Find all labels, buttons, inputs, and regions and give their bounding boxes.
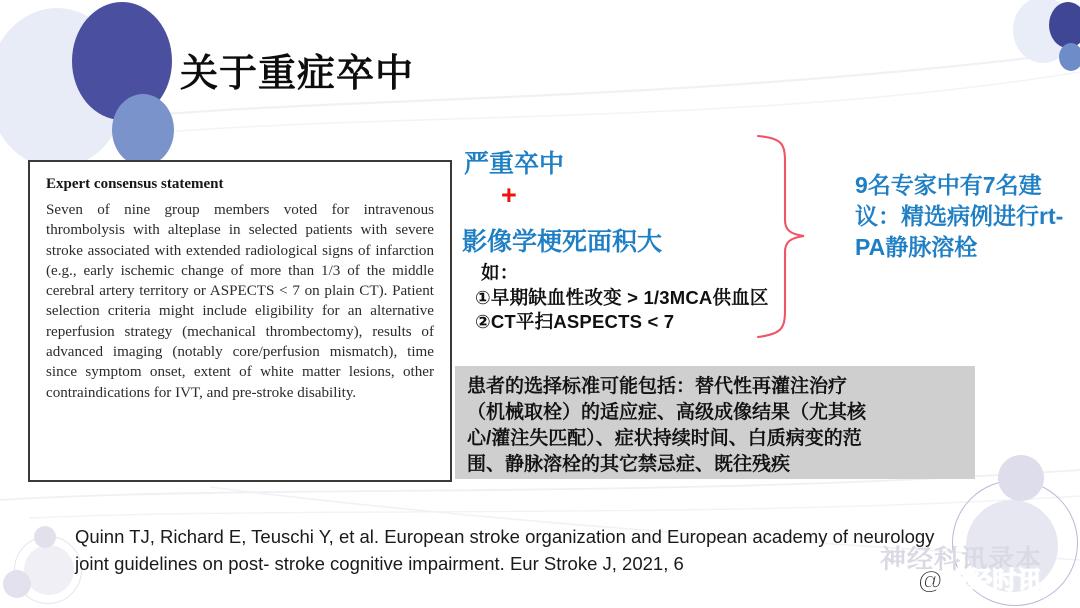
red-curly-brace [752,132,812,342]
watermark-background-text: 神经科讯录本 [880,544,1043,574]
criteria-example-label: 如： [481,262,519,283]
criteria-item-2: ②CT平扫ASPECTS < 7 [475,311,675,332]
journal-excerpt-box [28,160,452,482]
plus-symbol: + [501,180,517,210]
decorative-circle-top-left-mid [112,94,174,166]
excerpt-body: Seven of nine group members voted for intravenous thrombolysis with alteplase in selected patients with severe stroke associated with extended radiological signs of infarction (e.g., early ischemic change of more than 1/3 of the middle cerebral artery territory or ASPECTS < 7 on plain CT). Patient selection criteria might include eligibility for an alternative reperfusion strategy (mechanical thrombectomy), results of advanced imaging (notably core/perfusion mismatch), time since symptom onset, extent of white matter lesions, other contraindications for IVT, and pre-stroke disability. [46,202,434,401]
decorative-circle-bottom-right-dot [998,455,1044,501]
translation-gray-box [455,366,975,479]
decorative-circle-top-right-dark [1049,2,1080,48]
criteria-item-1: ①早期缺血性改变 > 1/3MCA供血区 [475,287,769,308]
criteria-line-severe-stroke: 严重卒中 [464,150,565,178]
conclusion-text: 9名专家中有7名建议：精选病例进行rt-PA静脉溶栓 [855,172,1064,260]
translation-line-1: 患者的选择标准可能包括：替代性再灌注治疗 [467,376,848,397]
decorative-circle-bottom-left-fill [24,545,74,595]
translation-line-4: 围、静脉溶栓的其它禁忌症、既往残疾 [467,454,791,475]
page-title: 关于重症卒中 [180,53,415,95]
translation-line-3: 心/灌注失匹配）、症状持续时间、白质病变的范 [467,428,862,449]
criteria-line-large-infarct: 影像学梗死面积大 [462,228,663,256]
decorative-circle-bottom-left-dot-upper [34,526,56,548]
decorative-circle-top-right-mid [1059,43,1080,71]
excerpt-heading: Expert consensus statement [46,176,224,192]
citation-text: Quinn TJ, Richard E, Teuschi Y, et al. European stroke organization and European academy of neurology joint guidelines on post- stroke cognitive impairment. Eur Stroke J, 2021, 6 [75,526,935,574]
watermark-text: 头条 @神经时讯 [861,567,1043,595]
decorative-circle-bottom-left-dot-lower [3,570,31,598]
translation-line-2: （机械取栓）的适应症、高级成像结果（尤其核 [467,402,867,423]
